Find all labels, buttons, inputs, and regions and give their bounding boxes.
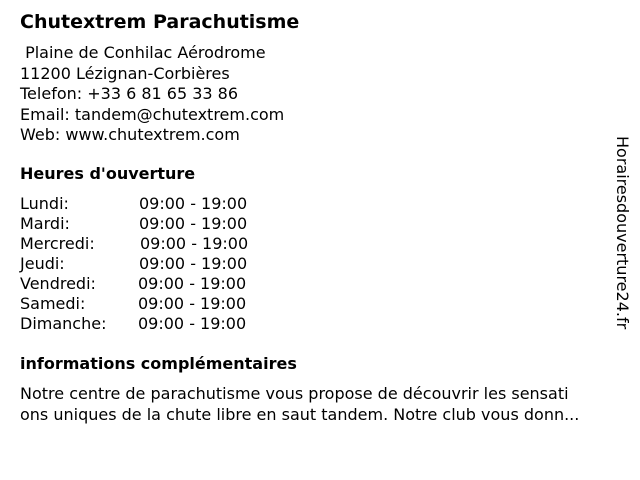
address-line-1: Plaine de Conhilac Aérodrome (20, 43, 266, 62)
day-label: Mardi: (20, 214, 70, 233)
info-text-line-1: Notre centre de parachutisme vous propose de découvrir les sensati (20, 384, 569, 403)
hours-row-friday (20, 274, 280, 294)
hours-row-thursday (20, 254, 280, 274)
day-label: Vendredi: (20, 274, 96, 293)
time-range: 09:00 - 19:00 (139, 254, 248, 273)
opening-hours-table (20, 194, 280, 334)
contact-block (20, 43, 284, 146)
day-label: Dimanche: (20, 314, 107, 333)
time-range: 09:00 - 19:00 (138, 314, 247, 333)
site-watermark: Horairesdouverture24.fr (613, 136, 632, 330)
additional-info-text (20, 383, 579, 425)
opening-hours-heading: Heures d'ouverture (20, 164, 196, 183)
hours-row-wednesday (20, 234, 280, 254)
time-range: 09:00 - 19:00 (138, 274, 247, 293)
hours-row-monday (20, 194, 280, 214)
day-label: Mercredi: (20, 234, 95, 253)
additional-info-heading: informations complémentaires (20, 354, 297, 373)
hours-row-saturday (20, 294, 280, 314)
day-label: Samedi: (20, 294, 86, 313)
time-range: 09:00 - 19:00 (140, 234, 249, 253)
time-range: 09:00 - 19:00 (139, 194, 248, 213)
info-text-line-2: ons uniques de la chute libre en saut tandem. Notre club vous donn... (20, 405, 580, 424)
web-line: Web: www.chutextrem.com (20, 125, 240, 144)
time-range: 09:00 - 19:00 (138, 294, 247, 313)
email-line: Email: tandem@chutextrem.com (20, 104, 285, 124)
day-label: Jeudi: (20, 254, 65, 273)
phone-line: Telefon: +33 6 81 65 33 86 (20, 84, 239, 103)
hours-row-sunday (20, 314, 280, 334)
day-label: Lundi: (20, 194, 69, 213)
address-line-2: 11200 Lézignan-Corbières (20, 63, 230, 83)
hours-row-tuesday (20, 214, 280, 234)
time-range: 09:00 - 19:00 (139, 214, 248, 233)
page-title: Chutextrem Parachutisme (20, 11, 300, 33)
